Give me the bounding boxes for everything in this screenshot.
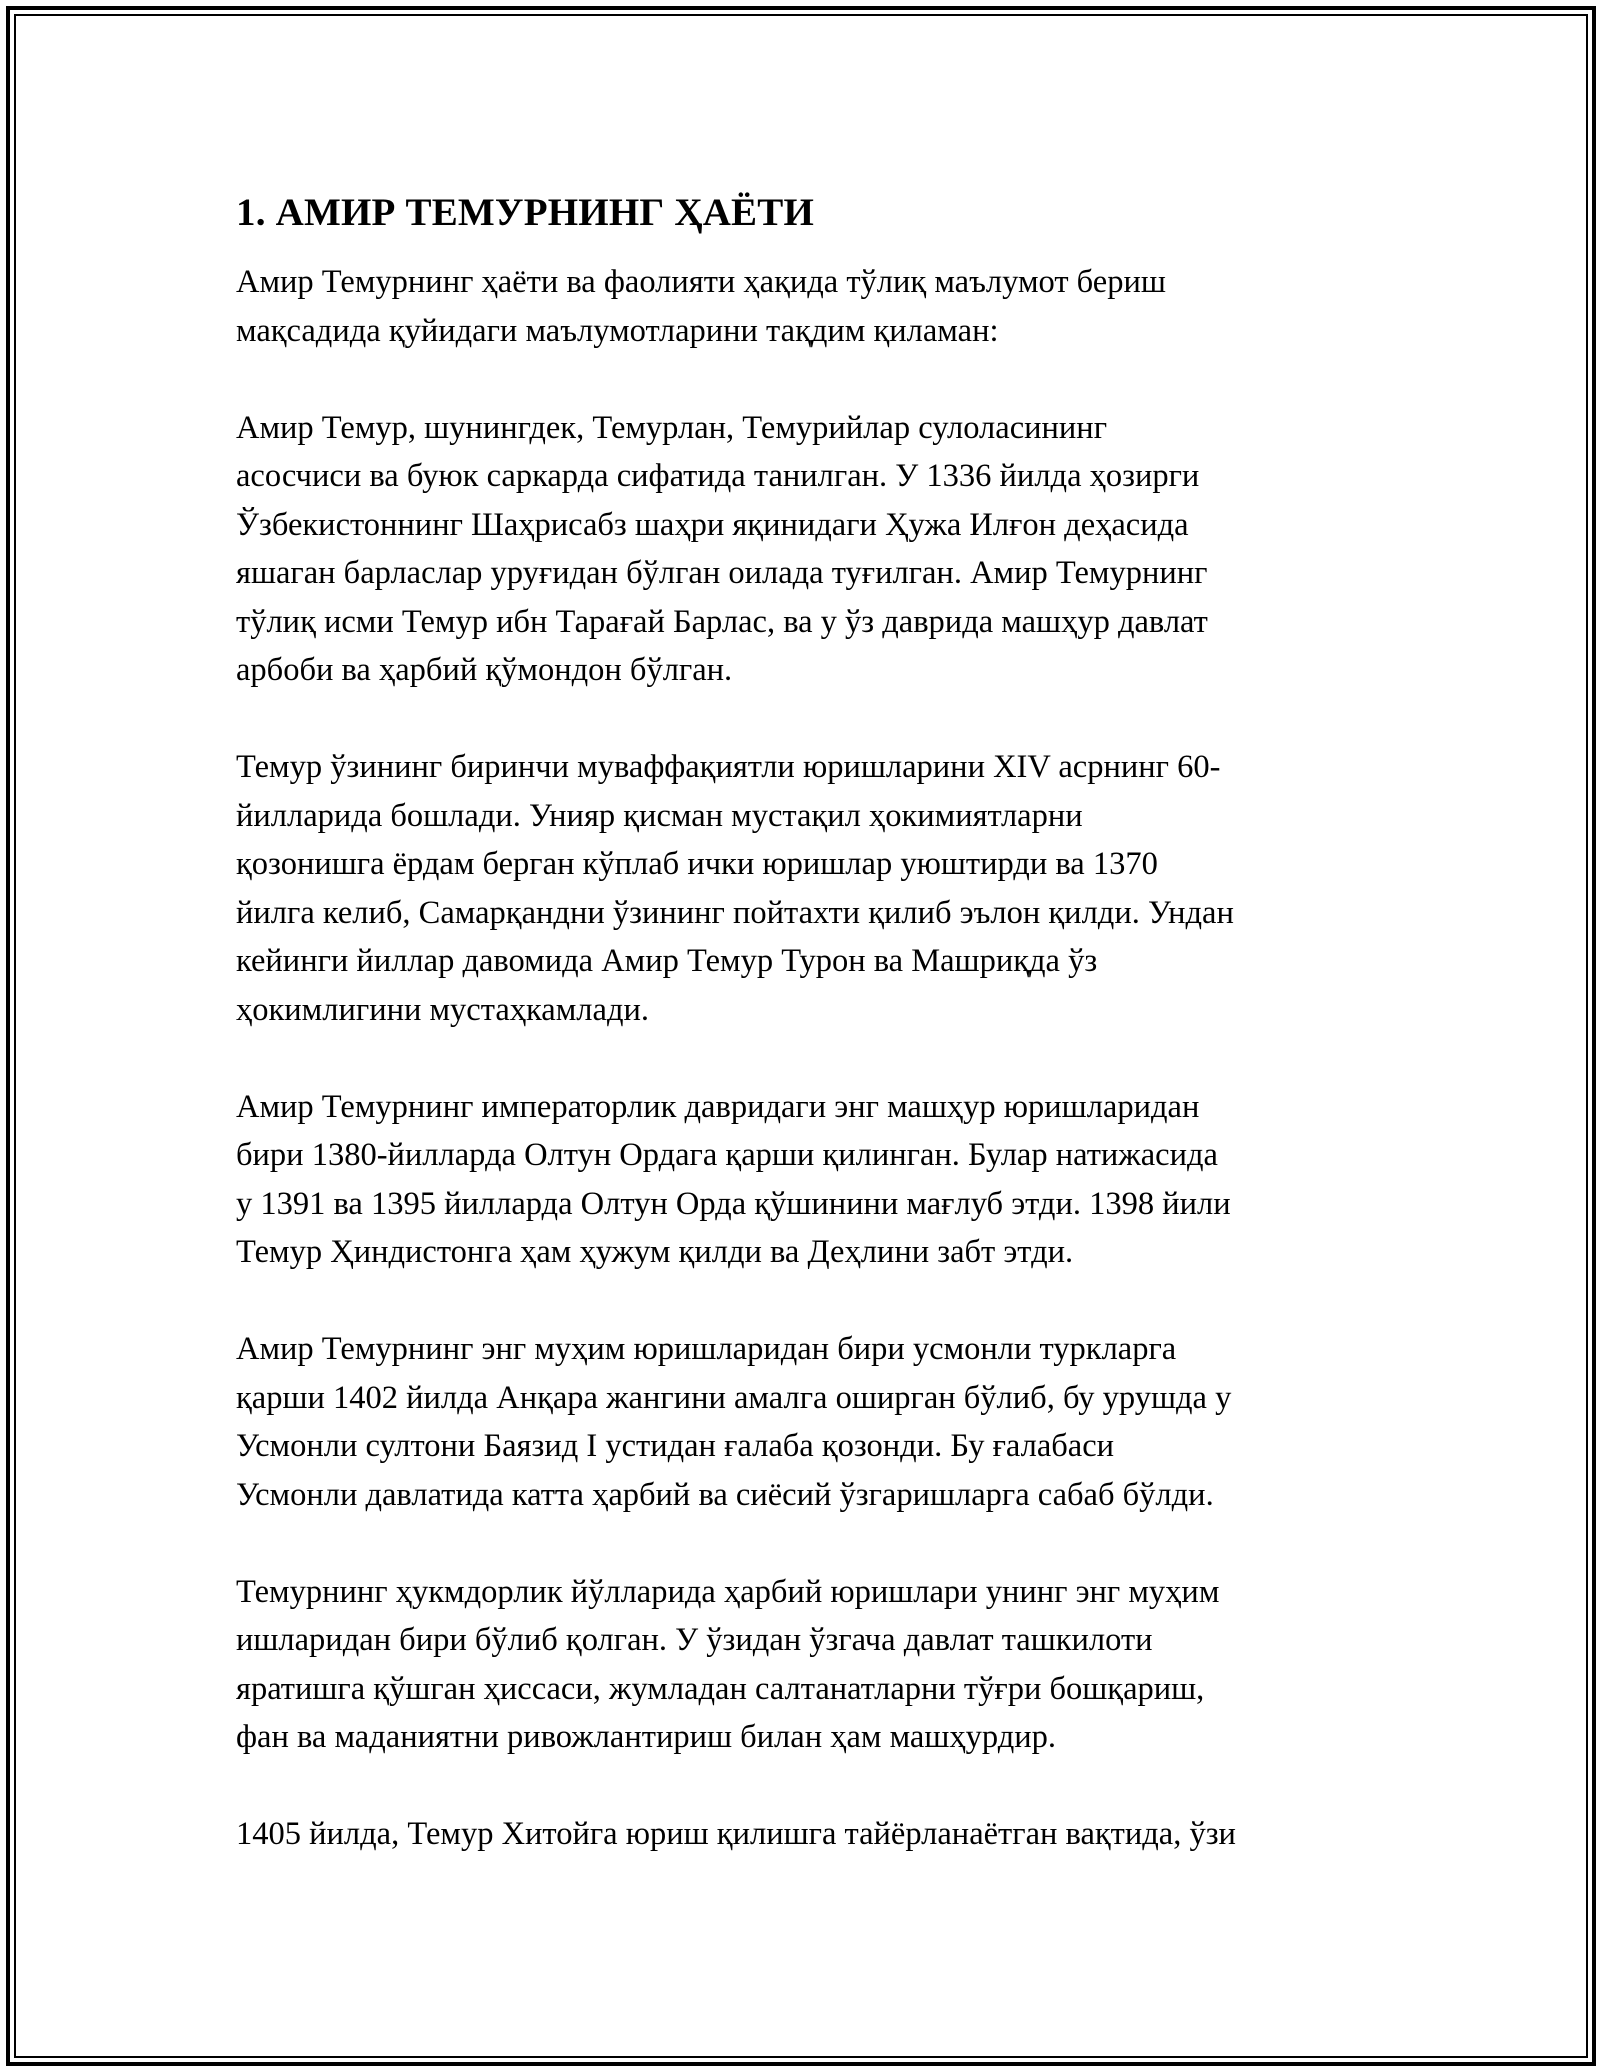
paragraph-ankara <box>236 1325 1376 1519</box>
text-line: Усмонли давлатида катта ҳарбий ва сиёсий ўзгаришларга сабаб бўлди. <box>236 1476 1214 1513</box>
text-line: ишларидан бири бўлиб қолган. У ўзидан ўзгача давлат ташкилоти <box>236 1622 1153 1658</box>
paragraph-golden-horde <box>236 1083 1376 1277</box>
text-line: Усмонли султони Баязид I устидан ғалаба қозонди. Бу ғалабаси <box>236 1428 1115 1464</box>
text-line: қарши 1402 йилда Анқара жангини амалга оширган бўлиб, бу урушда у <box>236 1379 1232 1416</box>
text-line: Амир Темурнинг ҳаёти ва фаолияти ҳақида тўлиқ маълумот бериш <box>236 264 1166 300</box>
text-line: Темурнинг ҳукмдорлик йўлларида ҳарбий юришлари унинг энг муҳим <box>236 1573 1220 1610</box>
text-line: асосчиси ва буюк саркарда сифатида танилган. У 1336 йилда ҳозирги <box>236 458 1200 494</box>
text-line: фан ва маданиятни ривожлантириш билан ҳам машҳурдир. <box>236 1719 1057 1755</box>
text-line: қозонишга ёрдам берган кўплаб ички юришлар уюштирди ва 1370 <box>236 846 1158 882</box>
text-line: Ўзбекистоннинг Шаҳрисабз шаҳри яқинидаги Ҳужа Илғон деҳасида <box>236 506 1189 543</box>
paragraph-intro <box>236 258 1376 355</box>
document-body <box>236 188 1376 1907</box>
text-line: у 1391 ва 1395 йилларда Олтун Орда қўшинини мағлуб этди. 1398 йили <box>236 1185 1231 1222</box>
text-line: тўлиқ исми Темур ибн Тарағай Барлас, ва у ўз даврида машҳур давлат <box>236 603 1208 640</box>
section-heading: 1. АМИР ТЕМУРНИНГ ҲАЁТИ <box>236 191 815 234</box>
paragraph-origins <box>236 404 1376 695</box>
text-line: йилга келиб, Самарқандни ўзининг пойтахти қилиб эълон қилди. Ундан <box>236 894 1234 931</box>
text-line: арбоби ва ҳарбий қўмондон бўлган. <box>236 652 733 688</box>
text-line: кейинги йиллар давомида Амир Темур Турон ва Машриқда ўз <box>236 943 1098 979</box>
paragraph-death <box>236 1810 1376 1859</box>
text-line: Амир Темур, шунингдек, Темурлан, Темурийлар сулоласининг <box>236 409 1108 446</box>
paragraph-early-campaigns <box>236 743 1376 1034</box>
text-line: Темур ўзининг биринчи муваффақиятли юришларини XIV асрнинг 60- <box>236 749 1221 785</box>
text-line: Темур Ҳиндистонга ҳам ҳужум қилди ва Деҳлини забт этди. <box>236 1234 1074 1270</box>
paragraph-legacy <box>236 1568 1376 1762</box>
text-line: 1405 йилда, Темур Хитойга юриш қилишга тайёрланаётган вақтида, ўзи <box>236 1816 1236 1852</box>
text-line: яратишга қўшган ҳиссаси, жумладан салтанатларни тўғри бошқариш, <box>236 1670 1205 1707</box>
text-line: Амир Темурнинг императорлик давридаги энг машҳур юришларидан <box>236 1088 1200 1125</box>
text-line: бири 1380-йилларда Олтун Ордага қарши қилинган. Булар натижасида <box>236 1137 1218 1173</box>
text-line: яшаган барласлар уруғидан бўлган оилада туғилган. Амир Темурнинг <box>236 555 1208 591</box>
text-line: Амир Темурнинг энг муҳим юришларидан бири усмонли туркларга <box>236 1331 1177 1367</box>
text-line: ҳокимлигини мустаҳкамлади. <box>236 991 649 1028</box>
text-line: мақсадида қуйидаги маълумотларини тақдим қиламан: <box>236 312 999 349</box>
text-line: йилларида бошлади. Унияр қисман мустақил ҳокимиятларни <box>236 797 1083 834</box>
